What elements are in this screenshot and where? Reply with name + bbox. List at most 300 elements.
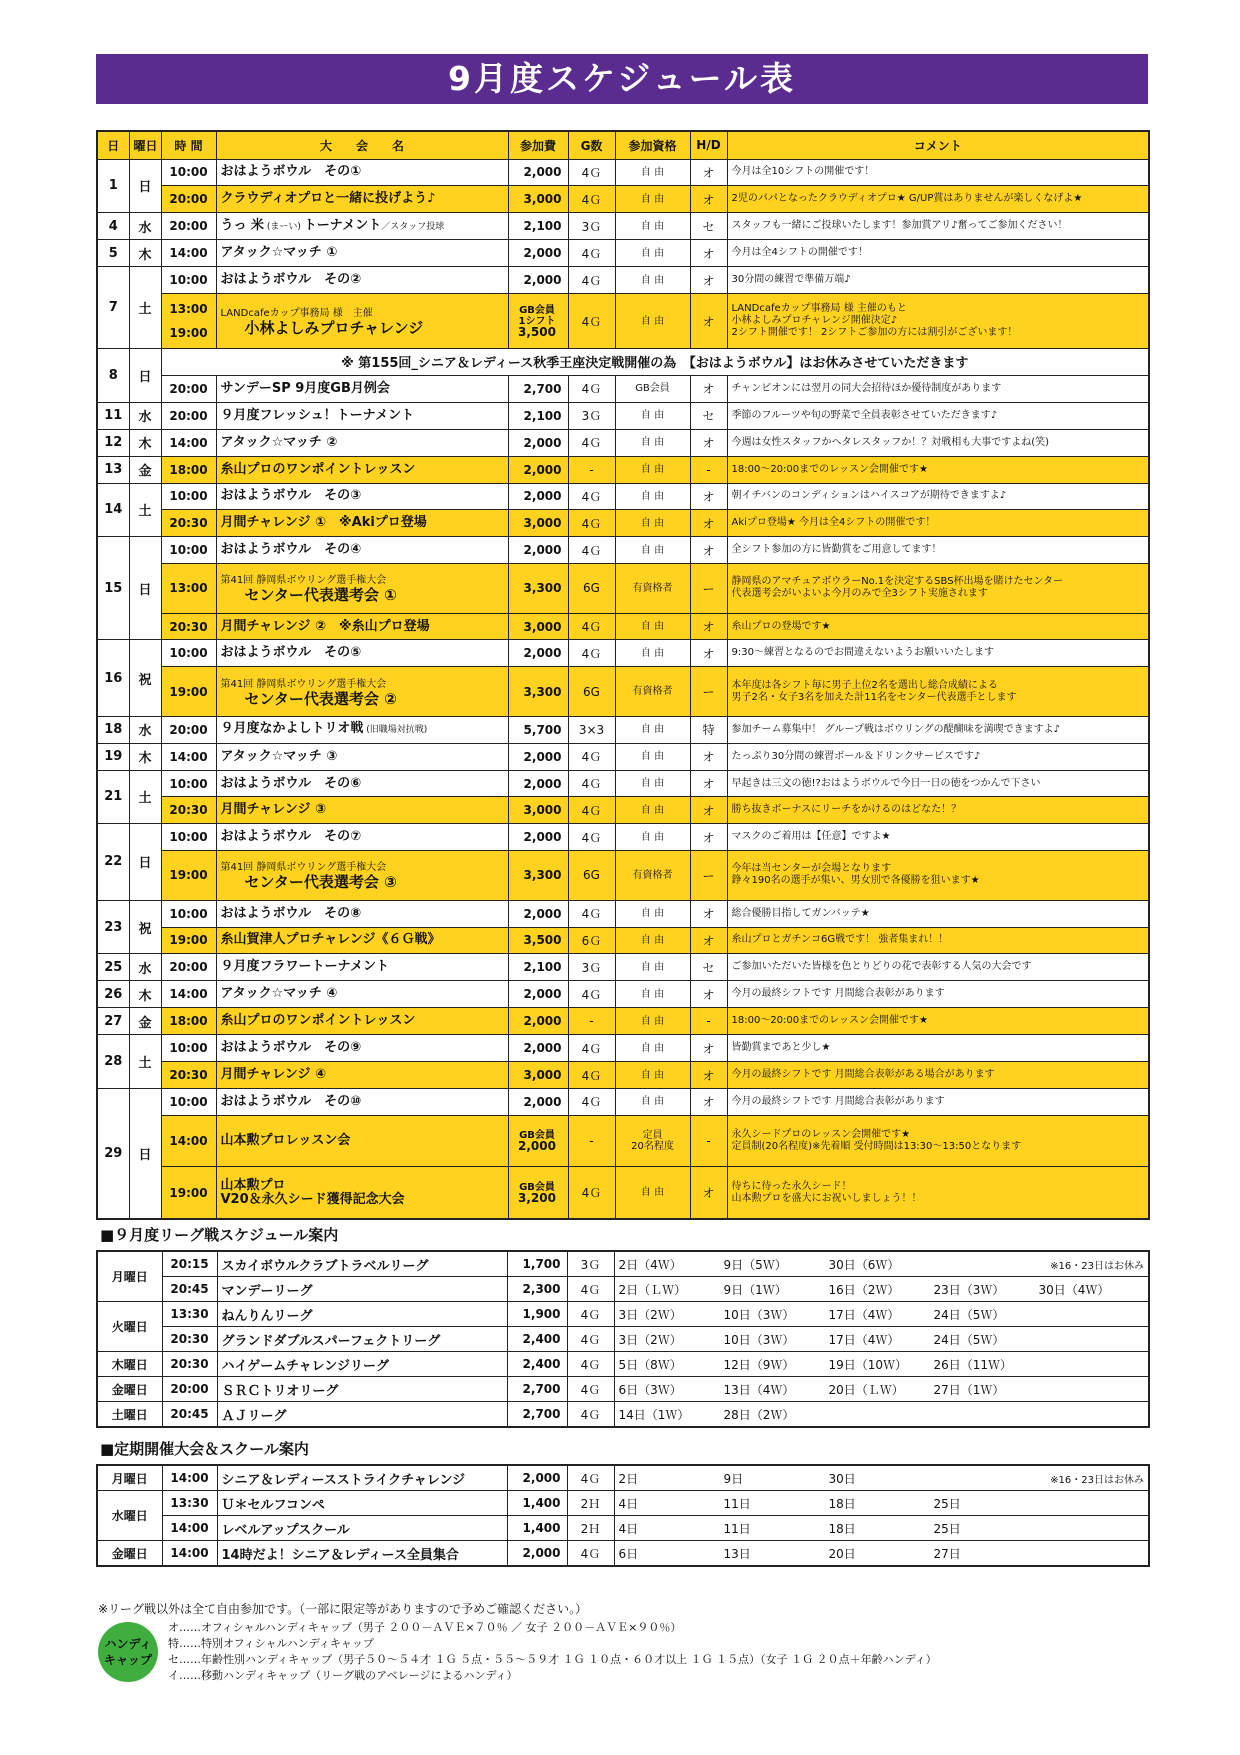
dates-row — [619, 1356, 1145, 1373]
event-name: センター代表選考会 ③ — [244, 873, 397, 892]
date-entry: 9日 — [723, 1471, 744, 1486]
event-name-note: (旧職場対抗戦) — [363, 725, 428, 736]
weekday-cell: 木 — [129, 429, 161, 456]
eligibility-value: 自 由 — [640, 1015, 665, 1027]
comment-line: 錚々190名の選手が集い、男女別で各優勝を狙います★ — [731, 875, 980, 887]
time-cell — [161, 294, 216, 349]
weekday-group-cell: 木曜日 — [97, 1352, 162, 1377]
comment-line: 2児のパパとなったクラウディオプロ★ G/UP賞はありませんが楽しくなげよ★ — [731, 193, 1083, 205]
header-cell: コメント — [727, 131, 1149, 159]
weekday-cell: 水 — [129, 213, 161, 240]
handicap-cell: オ — [690, 797, 727, 824]
eligibility-value: 20名程度 — [631, 1141, 674, 1153]
fee-cell: 2,700 — [507, 1377, 567, 1402]
eligibility-value: 自 由 — [640, 647, 665, 659]
event-name-cell — [216, 1088, 508, 1115]
comment-line: 30分間の練習で準備万端♪ — [731, 274, 851, 286]
eligibility-cell — [615, 1062, 690, 1089]
eligibility-value: 自 由 — [640, 724, 665, 736]
league-row — [97, 1302, 1149, 1327]
fee-cell: 2,000 — [508, 537, 568, 564]
handicap-cell: オ — [690, 483, 727, 510]
date-entry: 11日 — [723, 1496, 751, 1511]
game-count-cell: 4Ｇ — [567, 1377, 614, 1402]
weekday-group-cell: 水曜日 — [97, 1491, 162, 1541]
handicap-cell: オ — [690, 613, 727, 640]
comment-line: ご参加いただいた皆様を色とりどりの花で表彰する人気の大会です — [731, 961, 1032, 973]
handicap-cell: オ — [690, 981, 727, 1008]
comment-cell — [727, 851, 1149, 900]
eligibility-cell — [615, 267, 690, 294]
date-entry: 24日（5Ｗ） — [933, 1332, 1005, 1347]
eligibility-value: 自 由 — [640, 437, 665, 449]
comment-line: チャンピオンには翌月の同大会招待ほか優待制度があります — [731, 382, 1002, 394]
comment-cell — [727, 510, 1149, 537]
game-count-cell: 6Ｇ — [568, 927, 615, 954]
fee-cell: 2,000 — [508, 267, 568, 294]
fee-cell: 2,000 — [508, 1088, 568, 1115]
event-name-cell — [216, 564, 508, 613]
game-count-cell: 4Ｇ — [568, 186, 615, 213]
fee-cell: 3,300 — [508, 851, 568, 900]
handicap-legend — [168, 1620, 937, 1684]
fee-cell: 2,000 — [508, 640, 568, 667]
page-title: 9月度スケジュール表 — [96, 54, 1148, 104]
eligibility-value: 自 由 — [640, 544, 665, 556]
weekday-cell: 祝 — [129, 640, 161, 716]
handicap-cell: - — [690, 1115, 727, 1167]
schedule-row — [97, 770, 1149, 797]
time-cell: 20:30 — [162, 1352, 217, 1377]
eligibility-value: 自 由 — [640, 988, 665, 1000]
handicap-cell: セ — [690, 402, 727, 429]
schedule-row — [97, 1167, 1149, 1219]
league-row — [97, 1516, 1149, 1541]
comment-cell — [727, 240, 1149, 267]
comment-cell — [727, 824, 1149, 851]
event-name: 月間チャレンジ ④ — [220, 1067, 326, 1082]
event-name: アタック☆マッチ ③ — [220, 748, 338, 764]
event-name-note: (まーい) — [264, 221, 304, 232]
weekday-group-cell: 月曜日 — [97, 1251, 162, 1302]
comment-line: 朝イチバンのコンディションはハイスコアが期待できますよ♪ — [731, 490, 1007, 502]
time-cell: 20:30 — [161, 797, 216, 824]
comment-cell — [727, 1062, 1149, 1089]
weekday-cell: 日 — [129, 1088, 161, 1219]
fee-cell: 2,000 — [507, 1541, 567, 1567]
event-name-cell — [216, 1167, 508, 1219]
comment-line: マスクのご着用は【任意】ですよ★ — [731, 831, 891, 843]
day-cell: 14 — [97, 483, 129, 537]
time-cell: 20:30 — [161, 1062, 216, 1089]
event-name: ９月度フラワートーナメント — [220, 959, 389, 975]
comment-line: 今月は全10シフトの開催です！ — [731, 166, 875, 178]
footnote: ※リーグ戦以外は全て自由参加です。（一部に限定等がありますので予めご確認ください。） — [98, 1602, 588, 1616]
fee-cell: 3,500 — [508, 927, 568, 954]
eligibility-cell — [615, 1008, 690, 1035]
day-cell: 26 — [97, 981, 129, 1008]
schedule-row — [97, 716, 1149, 743]
time-cell: 14:00 — [161, 743, 216, 770]
date-entry: 18日 — [828, 1521, 856, 1536]
handicap-cell: オ — [690, 1062, 727, 1089]
event-subtitle: LANDcafeカップ事務局 様 主催 — [220, 308, 373, 319]
game-count-cell: 4Ｇ — [568, 824, 615, 851]
eligibility-value: 自 由 — [640, 274, 665, 286]
schedule-row — [97, 1062, 1149, 1089]
schedule-row — [97, 851, 1149, 900]
dates-cell — [614, 1277, 1149, 1302]
fee-cell — [508, 294, 568, 349]
time-cell: 10:00 — [161, 770, 216, 797]
league-row — [97, 1277, 1149, 1302]
event-name: おはようボウル その⑨ — [220, 1040, 362, 1056]
schedule-row — [97, 797, 1149, 824]
event-name-cell — [216, 1035, 508, 1062]
event-name: 山本勲プロ V20＆永久シード獲得記念大会 — [220, 1177, 405, 1207]
comment-line: 静岡県のアマチュアボウラーNo.1を決定するSBS杯出場を賭けたセンター — [731, 576, 1064, 588]
handicap-cell: オ — [690, 900, 727, 927]
handicap-line: 特……特別オフィシャルハンディキャップ — [168, 1637, 374, 1650]
time-cell: 10:00 — [161, 900, 216, 927]
date-entry: 30日（6Ｗ） — [828, 1257, 900, 1272]
date-entry: 27日（1Ｗ） — [933, 1382, 1005, 1397]
eligibility-value: 自 由 — [640, 1069, 665, 1081]
game-count-cell: 4Ｇ — [568, 267, 615, 294]
comment-line: 9:30～練習となるのでお間違えないようお願いいたします — [731, 647, 994, 659]
schedule-row — [97, 743, 1149, 770]
date-entry: 24日（5Ｗ） — [933, 1307, 1005, 1322]
event-name: クラウディオプロと一緒に投げよう♪ — [220, 191, 436, 207]
eligibility-cell — [615, 456, 690, 483]
eligibility-value: 自 由 — [640, 410, 665, 422]
handicap-cell: オ — [690, 186, 727, 213]
dates-note: ※16・23日はお休み — [1050, 1474, 1144, 1486]
day-cell: 29 — [97, 1088, 129, 1219]
schedule-row — [97, 954, 1149, 981]
time-value: 13:00 — [169, 302, 208, 316]
event-name-cell — [216, 743, 508, 770]
comment-cell — [727, 667, 1149, 716]
game-count-cell: - — [568, 1115, 615, 1167]
handicap-cell: オ — [690, 159, 727, 186]
time-cell: 13:30 — [162, 1302, 217, 1327]
eligibility-cell — [615, 240, 690, 267]
comment-cell — [727, 483, 1149, 510]
eligibility-value: 自 由 — [640, 315, 665, 327]
comment-line: 本年度は各シフト毎に男子上位2名を選出し総合成績による — [731, 679, 998, 691]
event-subtitle: 第41回 静岡県ボウリング選手権大会 — [220, 678, 387, 690]
event-name-cell — [216, 824, 508, 851]
event-name: おはようボウル その④ — [220, 542, 362, 558]
schedule-row — [97, 159, 1149, 186]
time-cell: 14:00 — [161, 240, 216, 267]
schedule-row — [97, 240, 1149, 267]
event-name-cell — [216, 613, 508, 640]
time-cell: 10:00 — [161, 159, 216, 186]
weekday-cell: 祝 — [129, 900, 161, 954]
eligibility-cell — [615, 294, 690, 349]
eligibility-value: 自 由 — [640, 1096, 665, 1108]
league-row — [97, 1465, 1149, 1491]
schedule-row — [97, 1115, 1149, 1167]
date-entry: 11日 — [723, 1521, 751, 1536]
eligibility-cell — [615, 927, 690, 954]
weekday-cell: 金 — [129, 1008, 161, 1035]
comment-cell — [727, 716, 1149, 743]
schedule-row — [97, 667, 1149, 716]
fee-cell: 2,000 — [508, 159, 568, 186]
game-count-cell: 4Ｇ — [568, 613, 615, 640]
eligibility-value: GB会員 — [635, 383, 670, 395]
time-cell: 20:45 — [162, 1277, 217, 1302]
schedule-row — [97, 510, 1149, 537]
dates-row — [619, 1470, 1145, 1487]
fee-cell: 2,000 — [508, 456, 568, 483]
event-name-cell — [216, 851, 508, 900]
event-name: おはようボウル その⑩ — [220, 1093, 362, 1109]
day-cell: 8 — [97, 348, 129, 402]
handicap-cell: オ — [690, 927, 727, 954]
comment-line: 全シフト参加の方に皆勤賞をご用意してます！ — [731, 544, 942, 556]
handicap-badge — [98, 1622, 158, 1682]
event-name: 糸山プロのワンポイントレッスン — [220, 461, 416, 477]
header-cell: H/D — [690, 131, 727, 159]
handicap-line: オ……オフィシャルハンディキャップ（男子 ２００－ＡＶＥ×７０％ ／ 女子 ２００－ＡＶＥ×９０％） — [168, 1621, 682, 1634]
day-cell: 15 — [97, 537, 129, 640]
handicap-cell: オ — [690, 770, 727, 797]
event-name-cell — [216, 900, 508, 927]
comment-line: 季節のフルーツや旬の野菜で全員表彰させていただきます♪ — [731, 409, 998, 421]
comment-line: 小林よしみプロチャレンジ開催決定♪ — [731, 315, 898, 326]
time-cell: 18:00 — [161, 1008, 216, 1035]
eligibility-cell — [615, 213, 690, 240]
fee-cell: 2,400 — [507, 1327, 567, 1352]
dates-cell — [614, 1377, 1149, 1402]
date-entry: 10日（3Ｗ） — [723, 1332, 795, 1347]
weekday-cell: 土 — [129, 267, 161, 349]
fee-cell: 2,700 — [508, 375, 568, 402]
eligibility-cell — [615, 743, 690, 770]
handicap-cell: - — [690, 1008, 727, 1035]
eligibility-value: 自 由 — [640, 1187, 665, 1199]
event-name-cell — [216, 1062, 508, 1089]
dates-row — [619, 1306, 1145, 1323]
eligibility-cell — [615, 954, 690, 981]
fee-cell: 2,700 — [507, 1402, 567, 1428]
schedule-row — [97, 927, 1149, 954]
comment-cell — [727, 981, 1149, 1008]
weekday-cell: 日 — [129, 824, 161, 900]
comment-line: 男子2名・女子3名を加えた計11名をセンター代表選手とします — [731, 691, 1017, 703]
time-cell: 13:30 — [162, 1491, 217, 1516]
comment-line: Akiプロ登場★ 今月は全4シフトの開催です！ — [731, 517, 936, 529]
dates-cell — [614, 1541, 1149, 1567]
event-name: おはようボウル その⑥ — [220, 775, 362, 791]
day-cell: 25 — [97, 954, 129, 981]
game-count-cell: 4Ｇ — [567, 1277, 614, 1302]
event-name: 月間チャレンジ ② ※糸山プロ登場 — [220, 618, 430, 634]
comment-line: スタッフも一緒にご投球いたします！参加賞アリ♪奮ってご参加ください！ — [731, 220, 1068, 232]
time-cell: 19:00 — [161, 667, 216, 716]
comment-line: 糸山プロの登場です★ — [731, 620, 831, 632]
event-name: 山本勲プロレッスン会 — [220, 1133, 351, 1149]
time-cell: 20:00 — [161, 402, 216, 429]
comment-line: 定員制(20名程度)※先着順 受付時間は13:30～13:50となります — [731, 1141, 1022, 1153]
event-name: おはようボウル その③ — [220, 488, 362, 504]
event-name: おはようボウル その⑤ — [220, 645, 362, 661]
comment-cell — [727, 159, 1149, 186]
game-count-cell: 4Ｇ — [568, 375, 615, 402]
eligibility-value: 自 由 — [640, 517, 665, 529]
fee-cell: 2,400 — [507, 1352, 567, 1377]
fee-cell: 3,000 — [508, 186, 568, 213]
schedule-row — [97, 456, 1149, 483]
day-cell: 7 — [97, 267, 129, 349]
comment-cell — [727, 213, 1149, 240]
comment-cell — [727, 640, 1149, 667]
handicap-cell: オ — [690, 429, 727, 456]
handicap-cell: オ — [690, 294, 727, 349]
weekday-cell: 木 — [129, 981, 161, 1008]
schedule-row — [97, 267, 1149, 294]
eligibility-value: 自 由 — [640, 934, 665, 946]
comment-cell — [727, 402, 1149, 429]
regular-table — [96, 1464, 1150, 1567]
eligibility-value: 自 由 — [640, 804, 665, 816]
eligibility-cell — [615, 900, 690, 927]
schedule-row — [97, 429, 1149, 456]
date-entry: 2日（ＬＷ） — [618, 1282, 687, 1297]
fee-cell: 2,100 — [508, 213, 568, 240]
handicap-cell: オ — [690, 240, 727, 267]
date-entry: 18日 — [828, 1496, 856, 1511]
eligibility-value: 自 由 — [640, 220, 665, 232]
event-name-cell — [216, 1008, 508, 1035]
date-entry: 16日（2Ｗ） — [828, 1282, 900, 1297]
weekday-group-cell: 金曜日 — [97, 1377, 162, 1402]
event-name-cell — [216, 770, 508, 797]
league-row — [97, 1491, 1149, 1516]
weekday-group-cell: 金曜日 — [97, 1541, 162, 1567]
eligibility-value: 有資格者 — [632, 686, 673, 698]
comment-cell — [727, 1035, 1149, 1062]
time-cell: 14:00 — [161, 1115, 216, 1167]
day-cell: 11 — [97, 402, 129, 429]
game-count-cell: 3Ｇ — [568, 402, 615, 429]
eligibility-cell — [615, 159, 690, 186]
league-name-cell: ＳＲＣトリオリーグ — [217, 1377, 507, 1402]
time-cell: 18:00 — [161, 456, 216, 483]
date-entry: 26日（11Ｗ） — [933, 1357, 1013, 1372]
schedule-table — [96, 130, 1150, 1220]
schedule-row — [97, 348, 1149, 375]
header-cell: 大 会 名 — [216, 131, 508, 159]
comment-cell — [727, 1088, 1149, 1115]
fee-cell: 2,000 — [508, 240, 568, 267]
fee-cell: 2,000 — [508, 483, 568, 510]
fee-cell: 2,000 — [508, 1035, 568, 1062]
event-subtitle: 第41回 静岡県ボウリング選手権大会 — [220, 575, 387, 587]
comment-cell — [727, 456, 1149, 483]
league-row — [97, 1251, 1149, 1277]
handicap-line: イ……移動ハンディキャップ（リーグ戦のアベレージによるハンディ） — [168, 1669, 518, 1682]
event-name-cell — [216, 213, 508, 240]
comment-cell — [727, 429, 1149, 456]
comment-cell — [727, 797, 1149, 824]
dates-row — [619, 1520, 1145, 1537]
fee-cell: 3,000 — [508, 1062, 568, 1089]
dates-row — [619, 1381, 1145, 1398]
time-cell: 20:00 — [161, 375, 216, 402]
handicap-label-1: ハンディ — [104, 1637, 152, 1651]
fee-value: 3,200 — [518, 1190, 556, 1205]
league-row — [97, 1352, 1149, 1377]
date-entry: 19日（10Ｗ） — [828, 1357, 908, 1372]
time-cell: 14:00 — [162, 1516, 217, 1541]
game-count-cell: 4Ｇ — [568, 483, 615, 510]
event-name: サンデーSP 9月度GB月例会 — [220, 380, 390, 396]
dates-cell — [614, 1465, 1149, 1491]
event-name: アタック☆マッチ ① — [220, 245, 338, 261]
event-name-cell — [216, 159, 508, 186]
comment-line: 2シフト開催です！ 2シフトご参加の方には割引がございます！ — [731, 327, 1018, 338]
game-count-cell: 4Ｇ — [567, 1302, 614, 1327]
fee-cell: 2,000 — [508, 824, 568, 851]
day-cell: 18 — [97, 716, 129, 743]
fee-cell: 2,100 — [508, 402, 568, 429]
date-entry: 2日（4Ｗ） — [618, 1257, 682, 1272]
eligibility-value: 自 由 — [640, 490, 665, 502]
handicap-cell: 特 — [690, 716, 727, 743]
schedule-row — [97, 981, 1149, 1008]
fee-cell: 2,000 — [508, 1008, 568, 1035]
time-cell: 10:00 — [161, 640, 216, 667]
event-name: おはようボウル その② — [220, 272, 362, 288]
eligibility-cell — [615, 483, 690, 510]
fee-cell: 3,000 — [508, 797, 568, 824]
eligibility-cell — [615, 851, 690, 900]
event-name: 糸山賀津人プロチャレンジ《６Ｇ戦》 — [220, 932, 441, 948]
weekday-cell: 水 — [129, 716, 161, 743]
comment-line: 代表選考会がいよいよ今月のみで全3シフト実施されます — [731, 588, 988, 600]
game-count-cell: 6G — [568, 564, 615, 613]
weekday-cell: 日 — [129, 348, 161, 402]
weekday-group-cell: 月曜日 — [97, 1465, 162, 1491]
day-cell: 1 — [97, 159, 129, 213]
comment-cell — [727, 267, 1149, 294]
date-entry: 13日（4Ｗ） — [723, 1382, 795, 1397]
eligibility-cell — [615, 1035, 690, 1062]
time-cell: 14:00 — [161, 429, 216, 456]
fee-cell: 2,300 — [507, 1277, 567, 1302]
handicap-cell: オ — [690, 1035, 727, 1062]
weekday-cell: 木 — [129, 240, 161, 267]
day-cell: 27 — [97, 1008, 129, 1035]
schedule-row — [97, 483, 1149, 510]
eligibility-value: 定員 — [642, 1130, 663, 1142]
schedule-row — [97, 213, 1149, 240]
dates-row — [619, 1406, 1145, 1423]
eligibility-cell — [615, 613, 690, 640]
date-entry: 13日 — [723, 1546, 751, 1561]
game-count-cell: 4Ｇ — [567, 1465, 614, 1491]
fee-cell: 3,300 — [508, 667, 568, 716]
eligibility-cell — [615, 824, 690, 851]
league-name-cell: Ｕ＊セルフコンペ — [217, 1491, 507, 1516]
event-name-note: ／スタッフ投球 — [381, 221, 445, 232]
event-name-cell — [216, 375, 508, 402]
